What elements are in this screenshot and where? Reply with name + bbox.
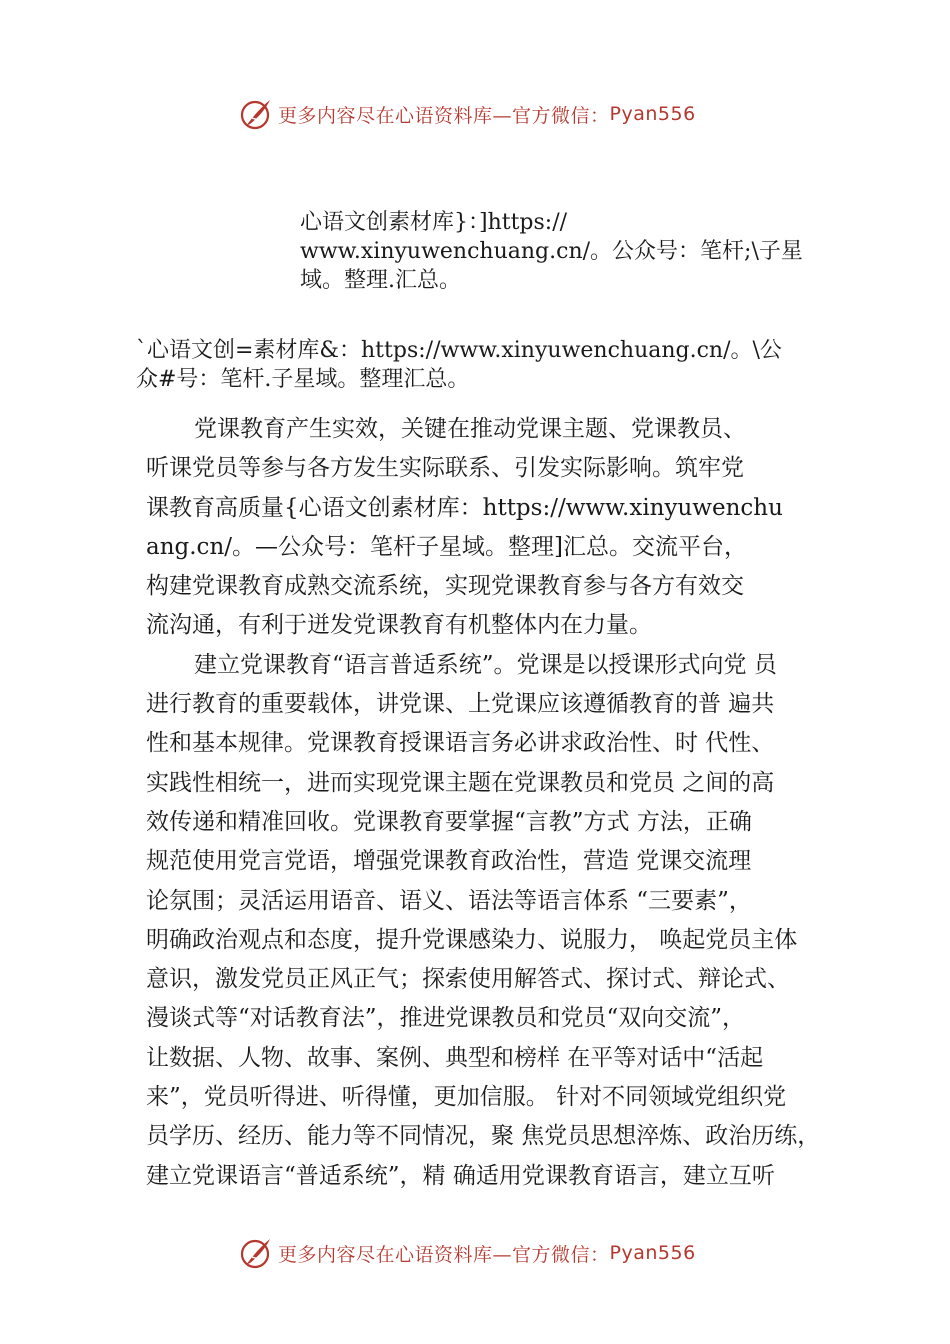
watermark-line: 心语文创素材库}：]https:// <box>300 210 568 235</box>
document-body <box>146 410 846 1196</box>
watermark-line: 众#号：笔杆.子星域。整理汇总。 <box>136 367 470 392</box>
text-line: 流沟通，有利于迸发党课教育有机整体内在力量。 <box>146 612 652 639</box>
text-line: 建立党课语言“普适系统”，精 确适用党课教育语言，建立互听 <box>146 1162 775 1189</box>
text-line: 员学历、经历、能力等不同情况，聚 焦党员思想淬炼、政治历练， <box>146 1123 821 1150</box>
text-line: 听课党员等参与各方发生实际联系、引发实际影响。筑牢党 <box>146 455 744 482</box>
text-line: ang.cn/。—公众号：笔杆子星域。整理]汇总。交流平台， <box>146 533 747 560</box>
text-line: 课教育高质量{心语文创素材库：https://www.xinyuwenchu <box>146 494 783 521</box>
banner-wechat-id: Pyan556 <box>609 1242 696 1264</box>
banner-wechat-id: Pyan556 <box>609 103 696 125</box>
banner-text: 更多内容尽在心语资料库—官方微信： <box>278 104 610 127</box>
paragraph <box>146 646 846 1196</box>
text-line: 党课教育产生实效，关键在推动党课主题、党课教员、 <box>194 416 746 442</box>
text-line: 明确政治观点和态度，提升党课感染力、说服力， 唤起党员主体 <box>146 926 798 953</box>
text-line: 建立党课教育“语言普适系统”。党课是以授课形式向党 员 <box>194 651 777 678</box>
watermark-line: www.xinyuwenchuang.cn/。公众号：笔杆;\子星 <box>300 239 803 264</box>
text-line: 规范使用党言党语，增强党课教育政治性，营造 党课交流理 <box>146 848 752 875</box>
header-banner <box>238 94 696 134</box>
watermark-block <box>300 208 860 295</box>
text-line: 实践性相统一，进而实现党课主题在党课教员和党员 之间的高 <box>146 769 775 796</box>
watermark-block-2 <box>136 336 836 394</box>
banner-text: 更多内容尽在心语资料库—官方微信： <box>278 1243 610 1266</box>
text-line: 构建党课教育成熟交流系统，实现党课教育参与各方有效交 <box>146 573 744 600</box>
watermark-line: 域。整理.汇总。 <box>300 268 461 293</box>
text-line: 漫谈式等“对话教育法”，推进党课教员和党员“双向交流”， <box>146 1005 746 1032</box>
text-line: 进行教育的重要载体，讲党课、上党课应该遵循教育的普 遍共 <box>146 691 775 718</box>
footer-banner <box>238 1233 696 1273</box>
quill-logo-icon <box>238 1235 274 1271</box>
text-line: 来”，党员听得进、听得懂，更加信服。 针对不同领域党组织党 <box>146 1084 787 1111</box>
text-line: 意识，激发党员正风正气；探索使用解答式、探讨式、辩论式、 <box>146 966 790 993</box>
quill-logo-icon <box>238 96 274 132</box>
paragraph <box>146 410 846 646</box>
text-line: 效传递和精准回收。党课教育要掌握“言教”方式 方法，正确 <box>146 808 752 835</box>
text-line: 让数据、人物、故事、案例、典型和榜样 在平等对话中“活起 <box>146 1044 764 1071</box>
text-line: 论氛围；灵活运用语音、语义、语法等语言体系 “三要素”， <box>146 887 752 914</box>
text-line: 性和基本规律。党课教育授课语言务必讲求政治性、时 代性、 <box>146 730 775 757</box>
watermark-line: `心语文创=素材库&：https://www.xinyuwenchuang.cn/。\公 <box>136 338 782 363</box>
